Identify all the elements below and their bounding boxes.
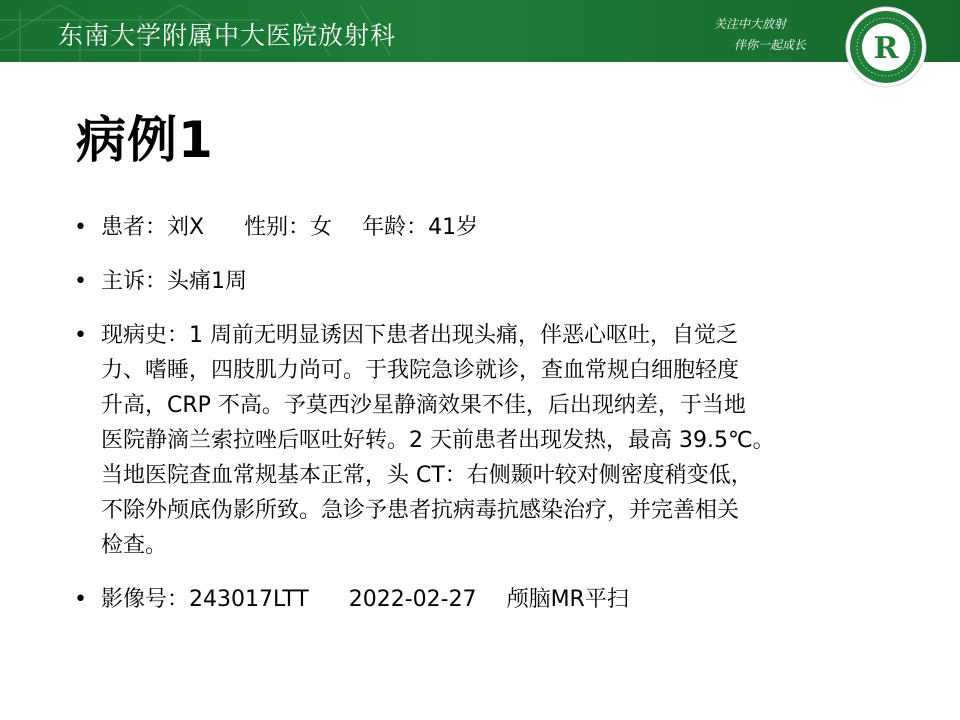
bullet-history: [72, 318, 892, 563]
history-line: 当地医院查血常规基本正常，头 CT：右侧颞叶较对侧密度稍变低，: [101, 463, 753, 488]
history-line: 现病史：1 周前无明显诱因下患者出现头痛，伴恶心呕吐，自觉乏: [101, 323, 738, 348]
header-bar: [0, 0, 960, 62]
patient-age: 年龄：41岁: [362, 215, 479, 240]
history-text: [101, 318, 892, 563]
slogan: [714, 14, 806, 56]
bullet-dot-icon: •: [74, 269, 87, 294]
bullet-dot-icon: •: [74, 215, 87, 240]
bullet-dot-icon: •: [74, 587, 87, 612]
bullet-patient-info: [72, 210, 892, 245]
imaging-date: 2022-02-27: [348, 587, 477, 612]
slogan-line-2: 伴你一起成长: [734, 38, 807, 52]
slogan-line-1: 关注中大放射: [714, 17, 787, 31]
patient-sex: 性别：女: [244, 215, 333, 240]
imaging-type: 颅脑MR平扫: [506, 587, 629, 612]
history-line: 检查。: [101, 533, 168, 558]
bullet-dot-icon: •: [74, 323, 87, 348]
hospital-logo-icon: [844, 5, 928, 89]
logo-letter: R: [873, 31, 899, 66]
imaging-number: 影像号：243017LTT: [101, 587, 309, 612]
history-line: 医院静滴兰索拉唑后呕吐好转。2 天前患者出现发热，最高 39.5℃。: [101, 428, 775, 453]
bullet-chief-complaint: [72, 264, 892, 299]
slide-title: 病例1: [76, 111, 214, 169]
bullet-text: [101, 210, 892, 245]
patient-name: 患者：刘X: [101, 215, 205, 240]
chief-complaint: 主诉：头痛1周: [101, 269, 247, 294]
bullet-list: [72, 210, 892, 636]
history-line: 升高，CRP 不高。予莫西沙星静滴效果不佳，后出现纳差，于当地: [101, 393, 746, 418]
bullet-text: [101, 582, 892, 617]
institution-title: 东南大学附属中大医院放射科: [58, 21, 397, 50]
history-line: 不除外颅底伪影所致。急诊予患者抗病毒抗感染治疗，并完善相关: [101, 498, 740, 523]
bullet-imaging-info: [72, 582, 892, 617]
history-line: 力、嗜睡，四肢肌力尚可。于我院急诊就诊，查血常规白细胞轻度: [101, 358, 740, 383]
